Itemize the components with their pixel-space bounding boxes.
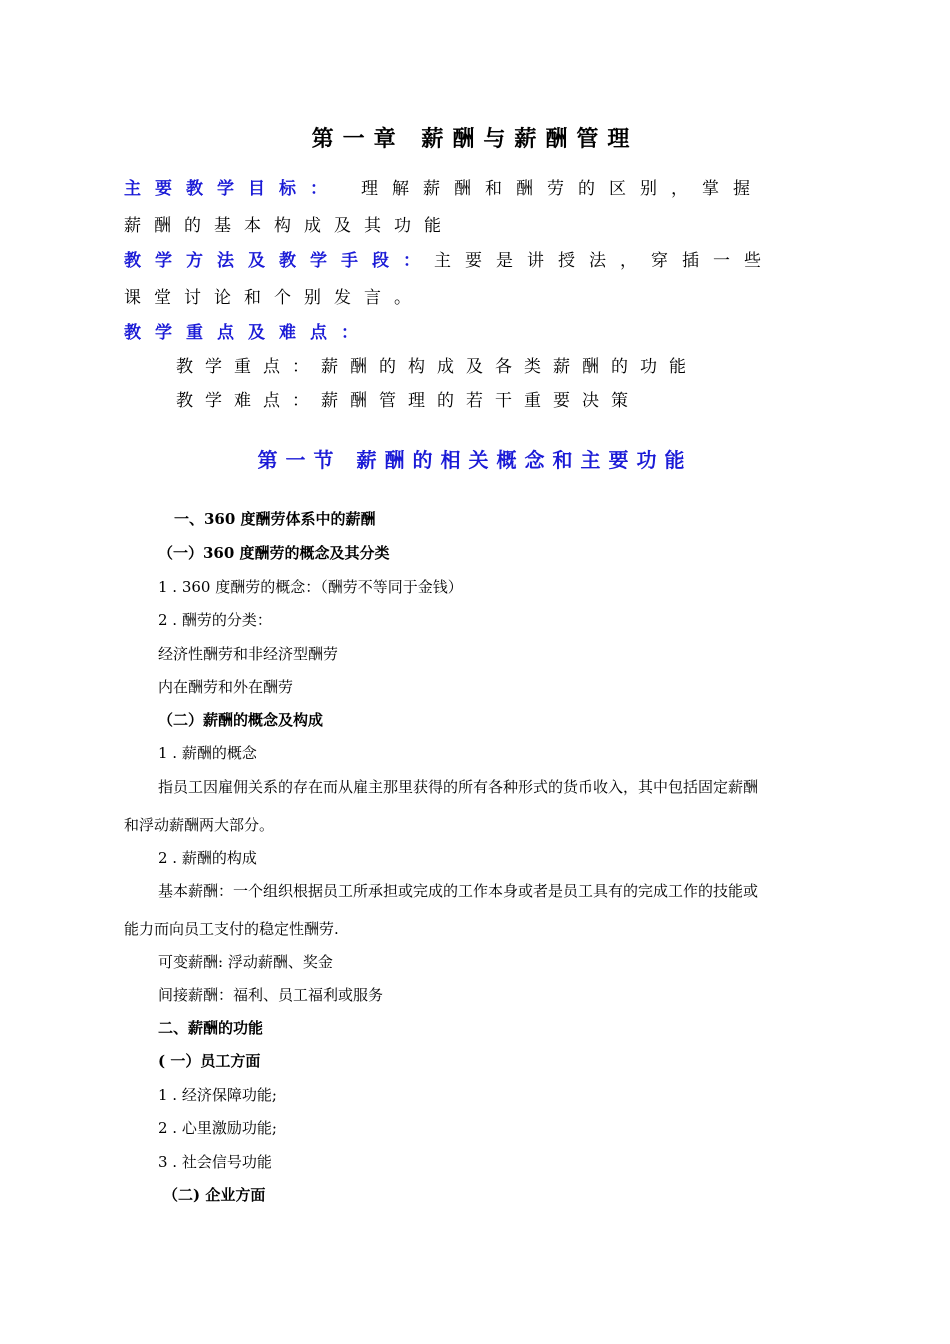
- paragraph: 2 . 薪酬的构成: [158, 849, 257, 867]
- paragraph: 1 . 经济保障功能;: [158, 1086, 277, 1104]
- teaching-goals-line-2: 薪酬的基本构成及其功能: [124, 216, 454, 236]
- teaching-focus: 教学重点：薪酬的构成及各类薪酬的功能: [176, 357, 698, 377]
- teaching-methods-line-1: [124, 246, 775, 271]
- paragraph: 基本薪酬：一个组织根据员工所承担或完成的工作本身或者是员工具有的完成工作的技能或: [158, 882, 759, 900]
- heading-1-2: （二）薪酬的概念及构成: [158, 711, 324, 729]
- paragraph: 能力而向员工支付的稳定性酬劳.: [124, 920, 339, 938]
- heading-1: 一、360 度酬劳体系中的薪酬: [174, 510, 376, 528]
- paragraph: 内在酬劳和外在酬劳: [158, 678, 294, 696]
- teaching-goals-line-1: [124, 174, 764, 199]
- teaching-methods-label: 教学方法及教学手段：: [124, 251, 434, 271]
- paragraph: 和浮动薪酬两大部分。: [124, 816, 275, 834]
- paragraph: 1 . 薪酬的概念: [158, 744, 257, 762]
- paragraph: 3 . 社会信号功能: [158, 1153, 272, 1171]
- paragraph: 可变薪酬: 浮动薪酬、奖金: [158, 953, 333, 971]
- teaching-difficulty: 教学难点：薪酬管理的若干重要决策: [176, 391, 640, 411]
- keypoints-label: 教学重点及难点：: [124, 323, 372, 343]
- heading-2-2: （二) 企业方面: [163, 1186, 266, 1204]
- paragraph: 经济性酬劳和非经济型酬劳: [158, 645, 339, 663]
- section-title: 第一节 薪酬的相关概念和主要功能: [257, 448, 693, 472]
- paragraph: 指员工因雇佣关系的存在而从雇主那里获得的所有各种形式的货币收入，其中包括固定薪酬: [158, 778, 759, 796]
- teaching-goals-label: 主要教学目标：: [124, 179, 341, 199]
- paragraph: 1 . 360 度酬劳的概念：（酬劳不等同于金钱）: [158, 578, 463, 596]
- heading-2-1: ( 一）员工方面: [158, 1052, 261, 1070]
- paragraph: 2 . 心里激励功能;: [158, 1119, 277, 1137]
- paragraph: 2 . 酬劳的分类：: [158, 611, 272, 629]
- paragraph: 间接薪酬：福利、员工福利或服务: [158, 986, 384, 1004]
- teaching-goals-text: 理解薪酬和酬劳的区别，掌握: [361, 179, 764, 199]
- teaching-methods-text: 主要是讲授法，穿插一些: [434, 251, 775, 271]
- heading-2: 二、薪酬的功能: [158, 1019, 264, 1037]
- teaching-methods-line-2: 课堂讨论和个别发言。: [124, 288, 424, 308]
- heading-1-1: （一）360 度酬劳的概念及其分类: [158, 544, 390, 562]
- chapter-title: 第一章 薪酬与薪酬管理: [311, 126, 639, 152]
